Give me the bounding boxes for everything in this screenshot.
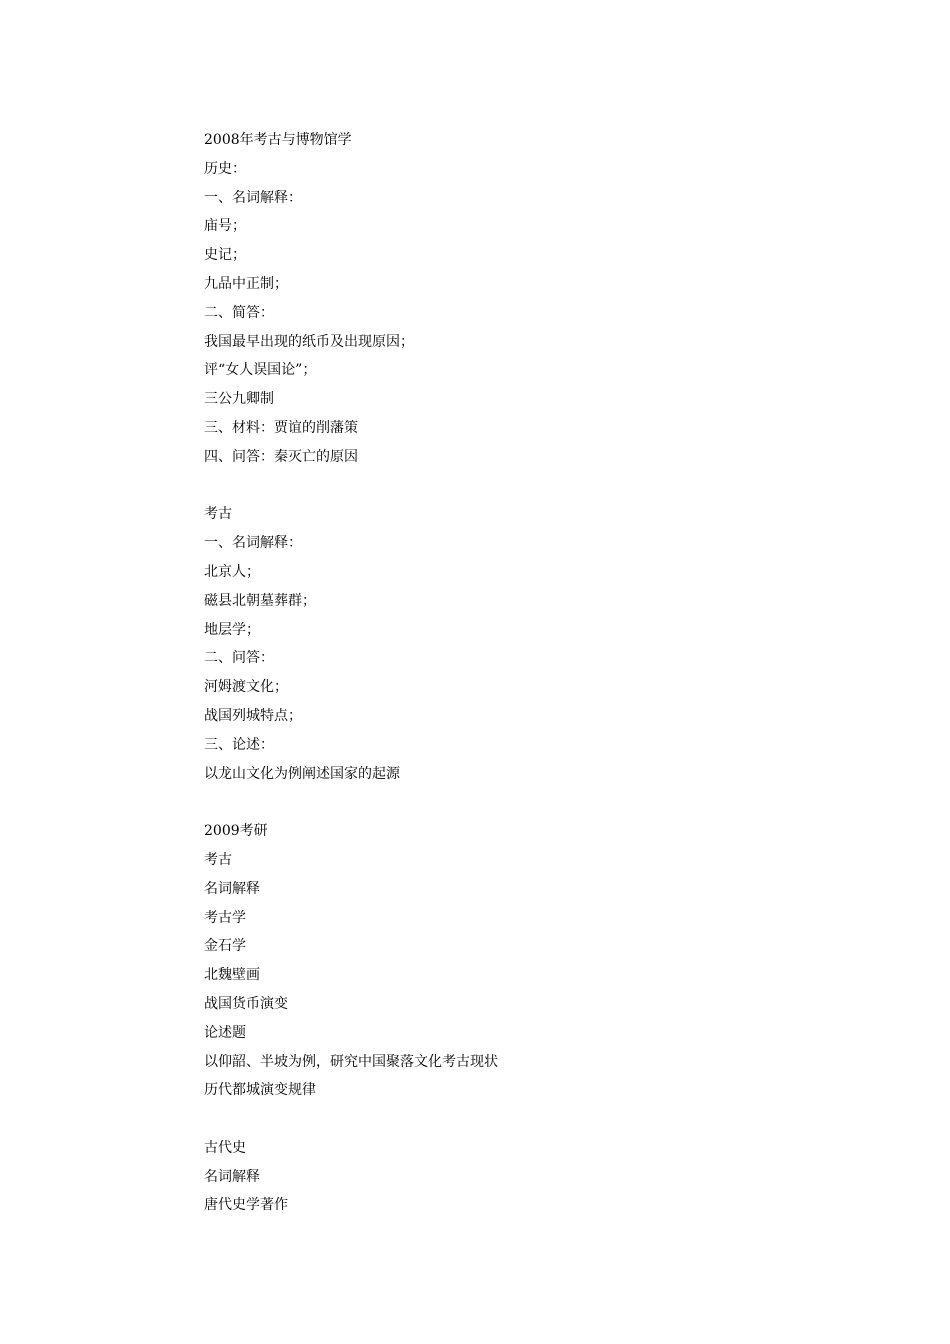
section-ancient-history-heading: 古代史 (204, 1139, 246, 1156)
question-heading: 三、论述： (204, 736, 274, 753)
section-archaeology-heading: 考古 (204, 851, 232, 868)
list-item: 我国最早出现的纸币及出现原因； (204, 333, 414, 350)
list-item: 三公九卿制 (204, 391, 274, 408)
question-heading: 二、问答： (204, 650, 274, 667)
section-archaeology-heading: 考古 (204, 506, 232, 523)
title-2009: 2009考研 (204, 823, 268, 840)
list-item: 磁县北朝墓葬群； (204, 592, 316, 609)
question-heading: 名词解释 (204, 880, 260, 897)
list-item: 以仰韶、半坡为例，研究中国聚落文化考古现状 (204, 1053, 498, 1070)
section-history-heading: 历史： (204, 160, 246, 177)
question-heading: 三、材料：贾谊的削藩策 (204, 419, 358, 436)
list-item: 史记； (204, 247, 246, 264)
blank-line (204, 1105, 764, 1134)
list-item: 金石学 (204, 938, 246, 955)
document-body (204, 126, 764, 1220)
list-item: 历代都城演变规律 (204, 1082, 316, 1099)
question-heading: 一、名词解释： (204, 189, 302, 206)
list-item: 战国列城特点； (204, 707, 302, 724)
question-heading: 名词解释 (204, 1168, 260, 1185)
list-item: 唐代史学著作 (204, 1197, 288, 1214)
question-heading: 论述题 (204, 1024, 246, 1041)
question-heading: 四、问答：秦灭亡的原因 (204, 448, 358, 465)
list-item: 河姆渡文化； (204, 679, 288, 696)
list-item: 九品中正制； (204, 275, 288, 292)
list-item: 评“女人误国论”； (204, 362, 317, 379)
list-item: 庙号； (204, 218, 246, 235)
list-item: 考古学 (204, 909, 246, 926)
question-heading: 一、名词解释： (204, 535, 302, 552)
list-item: 北京人； (204, 563, 260, 580)
list-item: 地层学； (204, 621, 260, 638)
blank-line (204, 472, 764, 501)
list-item: 以龙山文化为例阐述国家的起源 (204, 765, 400, 782)
list-item: 战国货币演变 (204, 995, 288, 1012)
title-2008: 2008年考古与博物馆学 (204, 132, 352, 148)
list-item: 北魏壁画 (204, 967, 260, 984)
blank-line (204, 788, 764, 817)
question-heading: 二、简答： (204, 304, 274, 321)
